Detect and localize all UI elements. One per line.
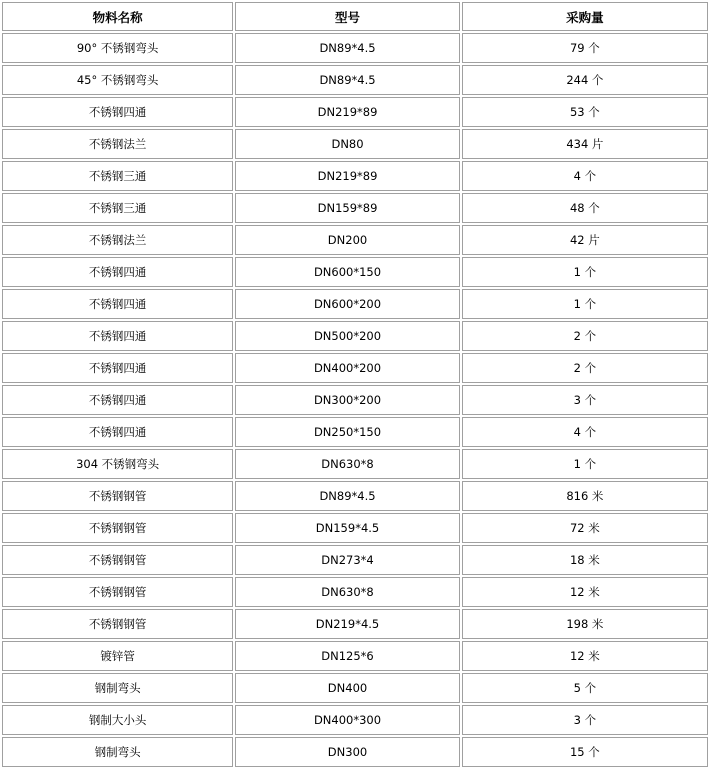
cell-material-name: 不锈钢三通 — [2, 161, 233, 191]
cell-model: DN400*200 — [235, 353, 459, 383]
cell-material-name: 不锈钢四通 — [2, 257, 233, 287]
cell-model: DN219*89 — [235, 161, 459, 191]
table-body — [2, 33, 708, 767]
cell-material-name: 不锈钢三通 — [2, 193, 233, 223]
cell-model: DN600*200 — [235, 289, 459, 319]
cell-model: DN159*4.5 — [235, 513, 459, 543]
cell-material-name: 不锈钢钢管 — [2, 513, 233, 543]
table-row — [2, 97, 708, 127]
table-row — [2, 353, 708, 383]
cell-quantity: 1 个 — [462, 449, 708, 479]
cell-quantity: 15 个 — [462, 737, 708, 767]
cell-quantity: 48 个 — [462, 193, 708, 223]
cell-quantity: 2 个 — [462, 353, 708, 383]
cell-model: DN630*8 — [235, 449, 459, 479]
cell-model: DN273*4 — [235, 545, 459, 575]
cell-material-name: 90° 不锈钢弯头 — [2, 33, 233, 63]
cell-model: DN630*8 — [235, 577, 459, 607]
cell-quantity: 18 米 — [462, 545, 708, 575]
cell-quantity: 53 个 — [462, 97, 708, 127]
cell-model: DN500*200 — [235, 321, 459, 351]
cell-model: DN600*150 — [235, 257, 459, 287]
header-quantity: 采购量 — [462, 2, 708, 31]
cell-model: DN159*89 — [235, 193, 459, 223]
table-row — [2, 641, 708, 671]
cell-model: DN400*300 — [235, 705, 459, 735]
cell-material-name: 钢制大小头 — [2, 705, 233, 735]
cell-model: DN300 — [235, 737, 459, 767]
cell-quantity: 198 米 — [462, 609, 708, 639]
cell-material-name: 钢制弯头 — [2, 673, 233, 703]
cell-quantity: 434 片 — [462, 129, 708, 159]
cell-quantity: 3 个 — [462, 705, 708, 735]
table-row — [2, 257, 708, 287]
cell-quantity: 79 个 — [462, 33, 708, 63]
table-row — [2, 609, 708, 639]
cell-material-name: 不锈钢四通 — [2, 385, 233, 415]
cell-quantity: 244 个 — [462, 65, 708, 95]
table-row — [2, 737, 708, 767]
cell-quantity: 1 个 — [462, 257, 708, 287]
cell-material-name: 不锈钢四通 — [2, 321, 233, 351]
cell-material-name: 不锈钢四通 — [2, 353, 233, 383]
cell-model: DN89*4.5 — [235, 65, 459, 95]
cell-model: DN250*150 — [235, 417, 459, 447]
cell-model: DN219*89 — [235, 97, 459, 127]
cell-material-name: 钢制弯头 — [2, 737, 233, 767]
table-row — [2, 65, 708, 95]
table-row — [2, 385, 708, 415]
cell-quantity: 12 米 — [462, 641, 708, 671]
cell-material-name: 不锈钢钢管 — [2, 481, 233, 511]
table-row — [2, 193, 708, 223]
table-row — [2, 513, 708, 543]
table-row — [2, 417, 708, 447]
cell-quantity: 72 米 — [462, 513, 708, 543]
cell-model: DN80 — [235, 129, 459, 159]
table-row — [2, 321, 708, 351]
cell-material-name: 304 不锈钢弯头 — [2, 449, 233, 479]
table-row — [2, 705, 708, 735]
table-row — [2, 161, 708, 191]
cell-quantity: 4 个 — [462, 161, 708, 191]
cell-quantity: 3 个 — [462, 385, 708, 415]
cell-material-name: 不锈钢钢管 — [2, 545, 233, 575]
cell-quantity: 42 片 — [462, 225, 708, 255]
table-header-row — [2, 2, 708, 31]
cell-model: DN125*6 — [235, 641, 459, 671]
cell-model: DN200 — [235, 225, 459, 255]
table-row — [2, 225, 708, 255]
cell-model: DN219*4.5 — [235, 609, 459, 639]
cell-model: DN400 — [235, 673, 459, 703]
cell-model: DN89*4.5 — [235, 33, 459, 63]
header-material-name: 物料名称 — [2, 2, 233, 31]
cell-model: DN89*4.5 — [235, 481, 459, 511]
table-row — [2, 673, 708, 703]
table-row — [2, 129, 708, 159]
table-row — [2, 577, 708, 607]
table-row — [2, 33, 708, 63]
cell-material-name: 不锈钢法兰 — [2, 225, 233, 255]
table-row — [2, 289, 708, 319]
cell-material-name: 不锈钢四通 — [2, 289, 233, 319]
cell-quantity: 1 个 — [462, 289, 708, 319]
cell-quantity: 12 米 — [462, 577, 708, 607]
cell-material-name: 不锈钢法兰 — [2, 129, 233, 159]
table-row — [2, 481, 708, 511]
cell-quantity: 816 米 — [462, 481, 708, 511]
cell-model: DN300*200 — [235, 385, 459, 415]
cell-quantity: 4 个 — [462, 417, 708, 447]
cell-material-name: 45° 不锈钢弯头 — [2, 65, 233, 95]
table-row — [2, 449, 708, 479]
cell-quantity: 2 个 — [462, 321, 708, 351]
cell-material-name: 不锈钢四通 — [2, 97, 233, 127]
cell-quantity: 5 个 — [462, 673, 708, 703]
cell-material-name: 镀锌管 — [2, 641, 233, 671]
cell-material-name: 不锈钢四通 — [2, 417, 233, 447]
table-row — [2, 545, 708, 575]
header-model: 型号 — [235, 2, 459, 31]
cell-material-name: 不锈钢钢管 — [2, 609, 233, 639]
cell-material-name: 不锈钢钢管 — [2, 577, 233, 607]
